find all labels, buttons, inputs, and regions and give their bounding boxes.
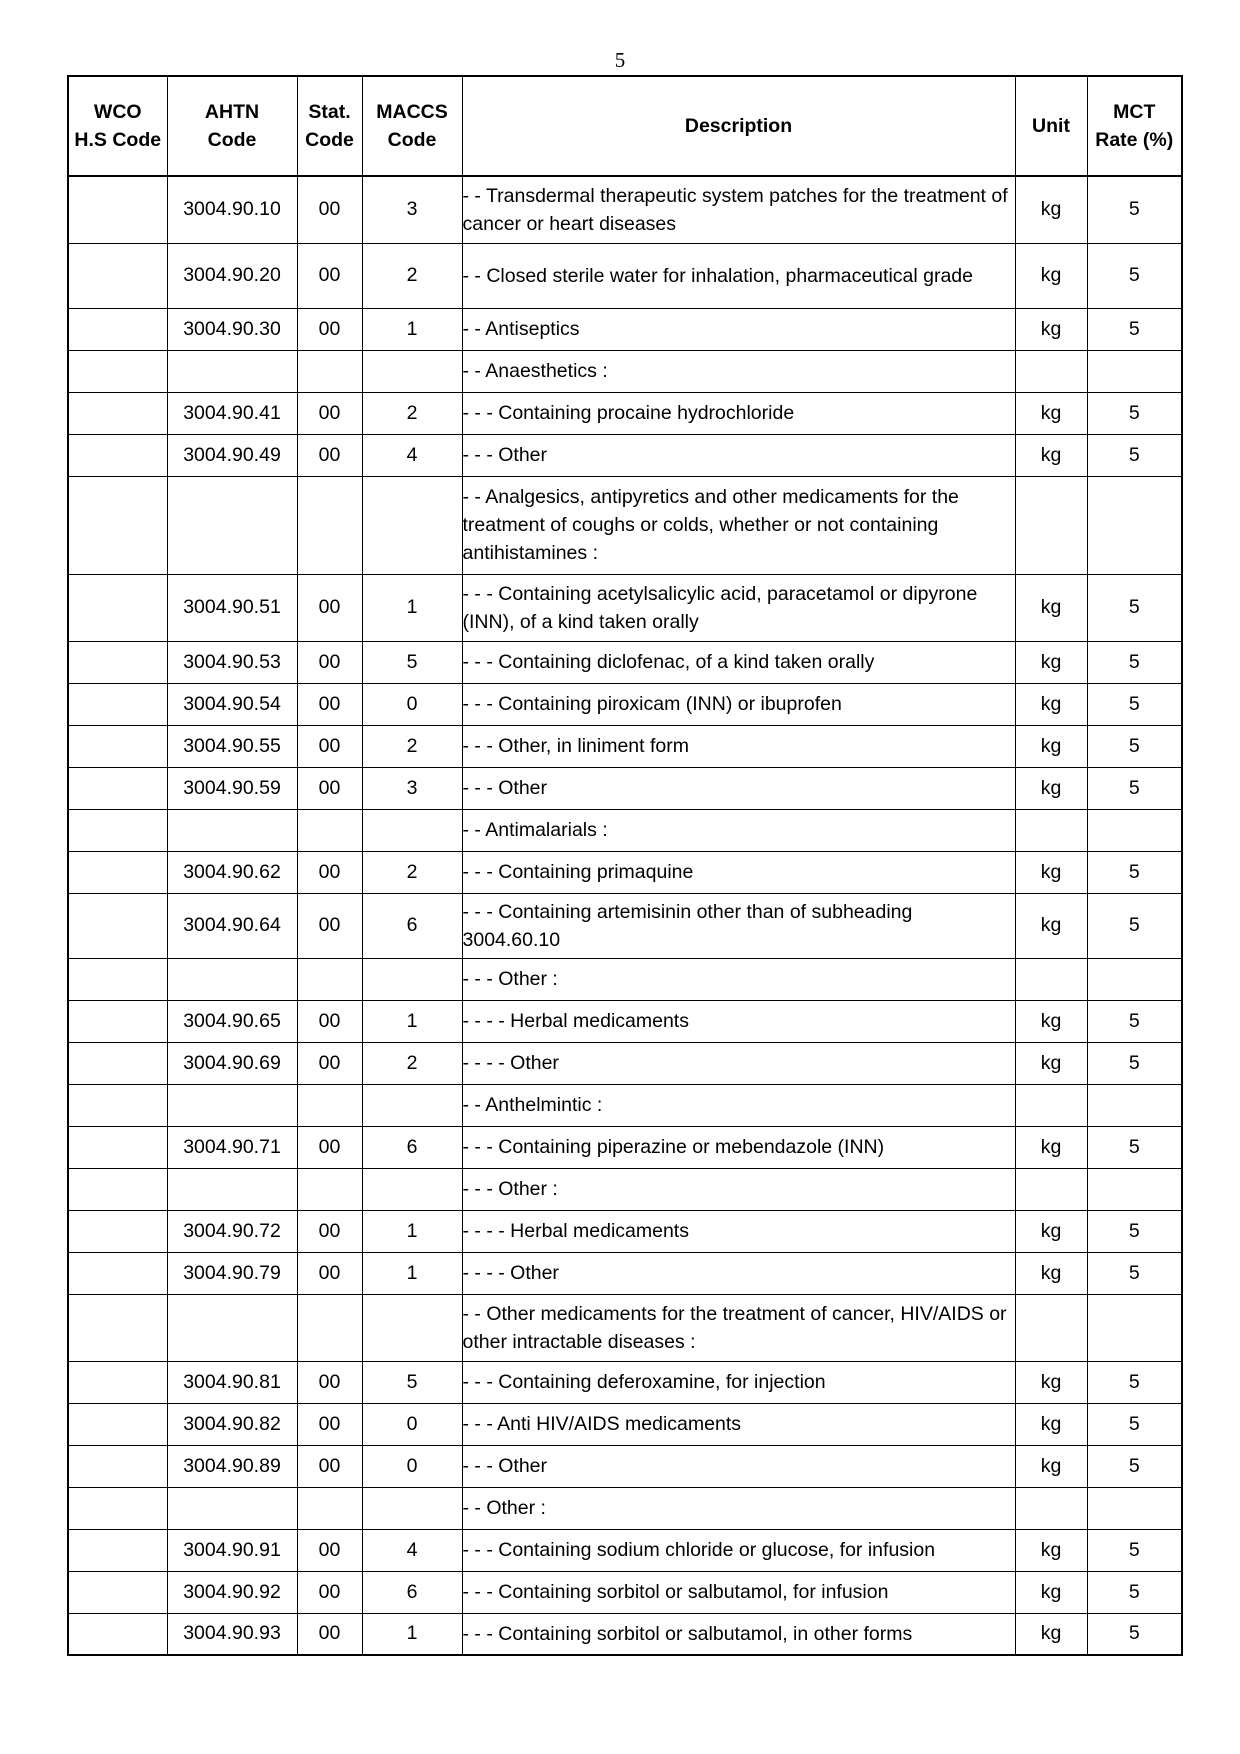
stat-cell bbox=[297, 1084, 362, 1126]
description-cell: - - - Containing piroxicam (INN) or ibuprofen bbox=[462, 683, 1015, 725]
description-cell: - - Antiseptics bbox=[462, 308, 1015, 350]
table-row bbox=[68, 1000, 1182, 1042]
stat-cell: 00 bbox=[297, 1000, 362, 1042]
table-row bbox=[68, 683, 1182, 725]
table-row bbox=[68, 476, 1182, 574]
table-row bbox=[68, 434, 1182, 476]
table-row bbox=[68, 725, 1182, 767]
rate-cell: 5 bbox=[1087, 641, 1182, 683]
wco-cell bbox=[68, 1042, 167, 1084]
rate-cell bbox=[1087, 1084, 1182, 1126]
header-line: Code bbox=[305, 129, 354, 151]
description-cell: - - - - Herbal medicaments bbox=[462, 1210, 1015, 1252]
wco-cell bbox=[68, 958, 167, 1000]
stat-cell: 00 bbox=[297, 176, 362, 243]
wco-cell bbox=[68, 1252, 167, 1294]
unit-cell: kg bbox=[1015, 176, 1087, 243]
ahtn-cell: 3004.90.91 bbox=[167, 1529, 297, 1571]
ahtn-cell: 3004.90.30 bbox=[167, 308, 297, 350]
unit-cell: kg bbox=[1015, 1252, 1087, 1294]
wco-cell bbox=[68, 767, 167, 809]
rate-cell bbox=[1087, 476, 1182, 574]
header-line: Code bbox=[387, 129, 437, 151]
rate-cell: 5 bbox=[1087, 308, 1182, 350]
rate-cell: 5 bbox=[1087, 1000, 1182, 1042]
stat-cell bbox=[297, 476, 362, 574]
unit-cell bbox=[1015, 958, 1087, 1000]
ahtn-cell: 3004.90.62 bbox=[167, 851, 297, 893]
ahtn-cell: 3004.90.72 bbox=[167, 1210, 297, 1252]
wco-cell bbox=[68, 1294, 167, 1361]
rate-cell bbox=[1087, 809, 1182, 851]
rate-cell: 5 bbox=[1087, 1126, 1182, 1168]
description-cell: - - - Containing diclofenac, of a kind taken orally bbox=[462, 641, 1015, 683]
description-cell: - - Other medicaments for the treatment of cancer, HIV/AIDS or other intractable diseases : bbox=[462, 1294, 1015, 1361]
stat-cell: 00 bbox=[297, 1126, 362, 1168]
unit-cell bbox=[1015, 1294, 1087, 1361]
wco-cell bbox=[68, 1361, 167, 1403]
rate-cell: 5 bbox=[1087, 1042, 1182, 1084]
unit-cell: kg bbox=[1015, 1126, 1087, 1168]
table-row bbox=[68, 1210, 1182, 1252]
stat-cell: 00 bbox=[297, 1445, 362, 1487]
unit-cell: kg bbox=[1015, 1042, 1087, 1084]
rate-cell: 5 bbox=[1087, 725, 1182, 767]
maccs-cell: 6 bbox=[362, 1571, 462, 1613]
rate-cell: 5 bbox=[1087, 1361, 1182, 1403]
rate-cell: 5 bbox=[1087, 851, 1182, 893]
description-cell: - - - - Other bbox=[462, 1252, 1015, 1294]
wco-cell bbox=[68, 1487, 167, 1529]
ahtn-cell: 3004.90.10 bbox=[167, 176, 297, 243]
rate-cell: 5 bbox=[1087, 1529, 1182, 1571]
wco-cell bbox=[68, 243, 167, 308]
maccs-cell: 1 bbox=[362, 574, 462, 641]
description-cell: - - - Containing artemisinin other than of subheading 3004.60.10 bbox=[462, 893, 1015, 958]
ahtn-cell bbox=[167, 1168, 297, 1210]
maccs-cell: 5 bbox=[362, 641, 462, 683]
description-cell: - - Transdermal therapeutic system patches for the treatment of cancer or heart diseases bbox=[462, 176, 1015, 243]
unit-cell: kg bbox=[1015, 767, 1087, 809]
unit-cell: kg bbox=[1015, 1000, 1087, 1042]
description-cell: - - - Containing sodium chloride or glucose, for infusion bbox=[462, 1529, 1015, 1571]
stat-cell: 00 bbox=[297, 574, 362, 641]
rate-cell bbox=[1087, 958, 1182, 1000]
maccs-cell: 3 bbox=[362, 767, 462, 809]
description-cell: - - - Containing piperazine or mebendazole (INN) bbox=[462, 1126, 1015, 1168]
maccs-cell: 3 bbox=[362, 176, 462, 243]
ahtn-cell: 3004.90.54 bbox=[167, 683, 297, 725]
header-line: Stat. bbox=[308, 101, 351, 123]
wco-cell bbox=[68, 683, 167, 725]
table-row bbox=[68, 851, 1182, 893]
maccs-cell bbox=[362, 958, 462, 1000]
ahtn-cell: 3004.90.20 bbox=[167, 243, 297, 308]
table-header bbox=[68, 76, 1182, 176]
wco-cell bbox=[68, 893, 167, 958]
table-row bbox=[68, 1361, 1182, 1403]
unit-cell bbox=[1015, 476, 1087, 574]
wco-cell bbox=[68, 641, 167, 683]
description-cell: - - - Containing deferoxamine, for injection bbox=[462, 1361, 1015, 1403]
table-row bbox=[68, 1042, 1182, 1084]
unit-cell: kg bbox=[1015, 1403, 1087, 1445]
header-row bbox=[68, 76, 1182, 176]
unit-cell: kg bbox=[1015, 243, 1087, 308]
table-row bbox=[68, 392, 1182, 434]
table-row bbox=[68, 1126, 1182, 1168]
unit-cell: kg bbox=[1015, 1361, 1087, 1403]
wco-cell bbox=[68, 1168, 167, 1210]
header-line: Description bbox=[684, 115, 793, 137]
stat-cell: 00 bbox=[297, 683, 362, 725]
wco-cell bbox=[68, 1571, 167, 1613]
table-row bbox=[68, 1403, 1182, 1445]
table-row bbox=[68, 958, 1182, 1000]
maccs-cell: 2 bbox=[362, 851, 462, 893]
rate-cell bbox=[1087, 1294, 1182, 1361]
maccs-cell bbox=[362, 809, 462, 851]
table-body bbox=[68, 176, 1182, 1655]
rate-cell: 5 bbox=[1087, 176, 1182, 243]
table-row bbox=[68, 1294, 1182, 1361]
wco-cell bbox=[68, 809, 167, 851]
stat-cell: 00 bbox=[297, 1529, 362, 1571]
stat-cell: 00 bbox=[297, 434, 362, 476]
stat-cell bbox=[297, 958, 362, 1000]
header-wco-hs-code bbox=[68, 76, 167, 176]
ahtn-cell: 3004.90.51 bbox=[167, 574, 297, 641]
stat-cell: 00 bbox=[297, 392, 362, 434]
unit-cell: kg bbox=[1015, 641, 1087, 683]
wco-cell bbox=[68, 574, 167, 641]
ahtn-cell: 3004.90.71 bbox=[167, 1126, 297, 1168]
ahtn-cell: 3004.90.53 bbox=[167, 641, 297, 683]
maccs-cell: 6 bbox=[362, 893, 462, 958]
description-cell: - - - Anti HIV/AIDS medicaments bbox=[462, 1403, 1015, 1445]
header-stat-code bbox=[297, 76, 362, 176]
stat-cell: 00 bbox=[297, 1571, 362, 1613]
rate-cell: 5 bbox=[1087, 767, 1182, 809]
stat-cell bbox=[297, 350, 362, 392]
table-row bbox=[68, 1084, 1182, 1126]
wco-cell bbox=[68, 1529, 167, 1571]
ahtn-cell: 3004.90.81 bbox=[167, 1361, 297, 1403]
ahtn-cell bbox=[167, 1294, 297, 1361]
ahtn-cell: 3004.90.89 bbox=[167, 1445, 297, 1487]
description-cell: - - Anaesthetics : bbox=[462, 350, 1015, 392]
description-cell: - - - Containing sorbitol or salbutamol, for infusion bbox=[462, 1571, 1015, 1613]
maccs-cell: 6 bbox=[362, 1126, 462, 1168]
description-cell: - - - Other : bbox=[462, 1168, 1015, 1210]
unit-cell: kg bbox=[1015, 725, 1087, 767]
rate-cell: 5 bbox=[1087, 893, 1182, 958]
wco-cell bbox=[68, 176, 167, 243]
header-maccs-code bbox=[362, 76, 462, 176]
maccs-cell: 0 bbox=[362, 683, 462, 725]
rate-cell: 5 bbox=[1087, 1252, 1182, 1294]
ahtn-cell: 3004.90.92 bbox=[167, 1571, 297, 1613]
maccs-cell: 4 bbox=[362, 1529, 462, 1571]
ahtn-cell: 3004.90.82 bbox=[167, 1403, 297, 1445]
rate-cell: 5 bbox=[1087, 1210, 1182, 1252]
ahtn-cell: 3004.90.93 bbox=[167, 1613, 297, 1655]
rate-cell: 5 bbox=[1087, 1571, 1182, 1613]
description-cell: - - Closed sterile water for inhalation, pharmaceutical grade bbox=[462, 243, 1015, 308]
wco-cell bbox=[68, 1445, 167, 1487]
description-cell: - - - Containing procaine hydrochloride bbox=[462, 392, 1015, 434]
ahtn-cell bbox=[167, 476, 297, 574]
rate-cell: 5 bbox=[1087, 434, 1182, 476]
wco-cell bbox=[68, 1126, 167, 1168]
header-line: WCO bbox=[93, 101, 142, 123]
description-cell: - - - Other : bbox=[462, 958, 1015, 1000]
table-row bbox=[68, 308, 1182, 350]
table-row bbox=[68, 893, 1182, 958]
description-cell: - - - Containing sorbitol or salbutamol, in other forms bbox=[462, 1613, 1015, 1655]
maccs-cell: 1 bbox=[362, 1613, 462, 1655]
wco-cell bbox=[68, 1210, 167, 1252]
unit-cell: kg bbox=[1015, 1613, 1087, 1655]
unit-cell: kg bbox=[1015, 851, 1087, 893]
wco-cell bbox=[68, 434, 167, 476]
tariff-table bbox=[67, 75, 1183, 1656]
stat-cell bbox=[297, 1294, 362, 1361]
unit-cell bbox=[1015, 1487, 1087, 1529]
table-row bbox=[68, 809, 1182, 851]
description-cell: - - Other : bbox=[462, 1487, 1015, 1529]
rate-cell bbox=[1087, 1168, 1182, 1210]
ahtn-cell: 3004.90.55 bbox=[167, 725, 297, 767]
description-cell: - - - - Other bbox=[462, 1042, 1015, 1084]
table-row bbox=[68, 176, 1182, 243]
stat-cell bbox=[297, 1487, 362, 1529]
ahtn-cell bbox=[167, 958, 297, 1000]
stat-cell bbox=[297, 809, 362, 851]
header-line: MCT bbox=[1113, 101, 1156, 123]
table-row bbox=[68, 1613, 1182, 1655]
ahtn-cell: 3004.90.49 bbox=[167, 434, 297, 476]
stat-cell: 00 bbox=[297, 893, 362, 958]
description-cell: - - - Other, in liniment form bbox=[462, 725, 1015, 767]
maccs-cell: 2 bbox=[362, 392, 462, 434]
wco-cell bbox=[68, 1613, 167, 1655]
unit-cell: kg bbox=[1015, 683, 1087, 725]
header-ahtn-code bbox=[167, 76, 297, 176]
header-line: AHTN bbox=[204, 101, 260, 123]
ahtn-cell bbox=[167, 1487, 297, 1529]
unit-cell: kg bbox=[1015, 893, 1087, 958]
description-cell: - - Anthelmintic : bbox=[462, 1084, 1015, 1126]
rate-cell: 5 bbox=[1087, 1403, 1182, 1445]
description-cell: - - - - Herbal medicaments bbox=[462, 1000, 1015, 1042]
wco-cell bbox=[68, 392, 167, 434]
wco-cell bbox=[68, 476, 167, 574]
unit-cell bbox=[1015, 350, 1087, 392]
stat-cell: 00 bbox=[297, 308, 362, 350]
maccs-cell: 0 bbox=[362, 1445, 462, 1487]
rate-cell: 5 bbox=[1087, 392, 1182, 434]
ahtn-cell: 3004.90.69 bbox=[167, 1042, 297, 1084]
rate-cell bbox=[1087, 1487, 1182, 1529]
wco-cell bbox=[68, 1000, 167, 1042]
description-cell: - - - Containing primaquine bbox=[462, 851, 1015, 893]
unit-cell bbox=[1015, 1168, 1087, 1210]
maccs-cell bbox=[362, 1487, 462, 1529]
header-mct-rate bbox=[1087, 76, 1182, 176]
wco-cell bbox=[68, 1403, 167, 1445]
unit-cell: kg bbox=[1015, 574, 1087, 641]
description-cell: - - - Other bbox=[462, 434, 1015, 476]
stat-cell: 00 bbox=[297, 641, 362, 683]
unit-cell: kg bbox=[1015, 1210, 1087, 1252]
maccs-cell bbox=[362, 350, 462, 392]
maccs-cell: 1 bbox=[362, 1000, 462, 1042]
table-row bbox=[68, 767, 1182, 809]
ahtn-cell: 3004.90.79 bbox=[167, 1252, 297, 1294]
maccs-cell: 5 bbox=[362, 1361, 462, 1403]
ahtn-cell: 3004.90.41 bbox=[167, 392, 297, 434]
header-line: MACCS bbox=[376, 101, 448, 123]
unit-cell bbox=[1015, 809, 1087, 851]
header-description bbox=[462, 76, 1015, 176]
ahtn-cell: 3004.90.64 bbox=[167, 893, 297, 958]
header-line: Code bbox=[207, 129, 257, 151]
header-unit bbox=[1015, 76, 1087, 176]
maccs-cell bbox=[362, 1084, 462, 1126]
ahtn-cell bbox=[167, 350, 297, 392]
rate-cell bbox=[1087, 350, 1182, 392]
maccs-cell: 0 bbox=[362, 1403, 462, 1445]
maccs-cell: 4 bbox=[362, 434, 462, 476]
unit-cell: kg bbox=[1015, 308, 1087, 350]
rate-cell: 5 bbox=[1087, 683, 1182, 725]
stat-cell: 00 bbox=[297, 1210, 362, 1252]
unit-cell: kg bbox=[1015, 434, 1087, 476]
stat-cell: 00 bbox=[297, 725, 362, 767]
wco-cell bbox=[68, 1084, 167, 1126]
maccs-cell: 1 bbox=[362, 1252, 462, 1294]
stat-cell: 00 bbox=[297, 243, 362, 308]
unit-cell: kg bbox=[1015, 1529, 1087, 1571]
table-row bbox=[68, 1168, 1182, 1210]
description-cell: - - Analgesics, antipyretics and other medicaments for the treatment of coughs or colds, whether or not containing antihistamines : bbox=[462, 476, 1015, 574]
description-cell: - - - Containing acetylsalicylic acid, paracetamol or dipyrone (INN), of a kind taken orally bbox=[462, 574, 1015, 641]
wco-cell bbox=[68, 308, 167, 350]
unit-cell: kg bbox=[1015, 1571, 1087, 1613]
unit-cell bbox=[1015, 1084, 1087, 1126]
maccs-cell bbox=[362, 1168, 462, 1210]
header-line: Unit bbox=[1032, 115, 1070, 137]
page-number: 5 bbox=[614, 48, 626, 72]
table-row bbox=[68, 1445, 1182, 1487]
wco-cell bbox=[68, 851, 167, 893]
rate-cell: 5 bbox=[1087, 243, 1182, 308]
maccs-cell: 1 bbox=[362, 308, 462, 350]
maccs-cell: 1 bbox=[362, 1210, 462, 1252]
ahtn-cell bbox=[167, 809, 297, 851]
stat-cell: 00 bbox=[297, 851, 362, 893]
rate-cell: 5 bbox=[1087, 1445, 1182, 1487]
stat-cell: 00 bbox=[297, 1613, 362, 1655]
stat-cell: 00 bbox=[297, 1042, 362, 1084]
description-cell: - - Antimalarials : bbox=[462, 809, 1015, 851]
wco-cell bbox=[68, 725, 167, 767]
description-cell: - - - Other bbox=[462, 1445, 1015, 1487]
maccs-cell bbox=[362, 476, 462, 574]
description-cell: - - - Other bbox=[462, 767, 1015, 809]
table-row bbox=[68, 1487, 1182, 1529]
header-line: Rate (%) bbox=[1095, 129, 1174, 151]
stat-cell: 00 bbox=[297, 1252, 362, 1294]
wco-cell bbox=[68, 350, 167, 392]
stat-cell: 00 bbox=[297, 1361, 362, 1403]
ahtn-cell: 3004.90.65 bbox=[167, 1000, 297, 1042]
ahtn-cell bbox=[167, 1084, 297, 1126]
stat-cell: 00 bbox=[297, 767, 362, 809]
maccs-cell: 2 bbox=[362, 725, 462, 767]
unit-cell: kg bbox=[1015, 392, 1087, 434]
stat-cell bbox=[297, 1168, 362, 1210]
ahtn-cell: 3004.90.59 bbox=[167, 767, 297, 809]
unit-cell: kg bbox=[1015, 1445, 1087, 1487]
rate-cell: 5 bbox=[1087, 574, 1182, 641]
stat-cell: 00 bbox=[297, 1403, 362, 1445]
header-line: H.S Code bbox=[74, 129, 162, 151]
table-row bbox=[68, 1529, 1182, 1571]
table-row bbox=[68, 641, 1182, 683]
maccs-cell: 2 bbox=[362, 1042, 462, 1084]
table-row bbox=[68, 350, 1182, 392]
maccs-cell: 2 bbox=[362, 243, 462, 308]
maccs-cell bbox=[362, 1294, 462, 1361]
table-row bbox=[68, 574, 1182, 641]
rate-cell: 5 bbox=[1087, 1613, 1182, 1655]
table-row bbox=[68, 243, 1182, 308]
table-row bbox=[68, 1571, 1182, 1613]
table-row bbox=[68, 1252, 1182, 1294]
